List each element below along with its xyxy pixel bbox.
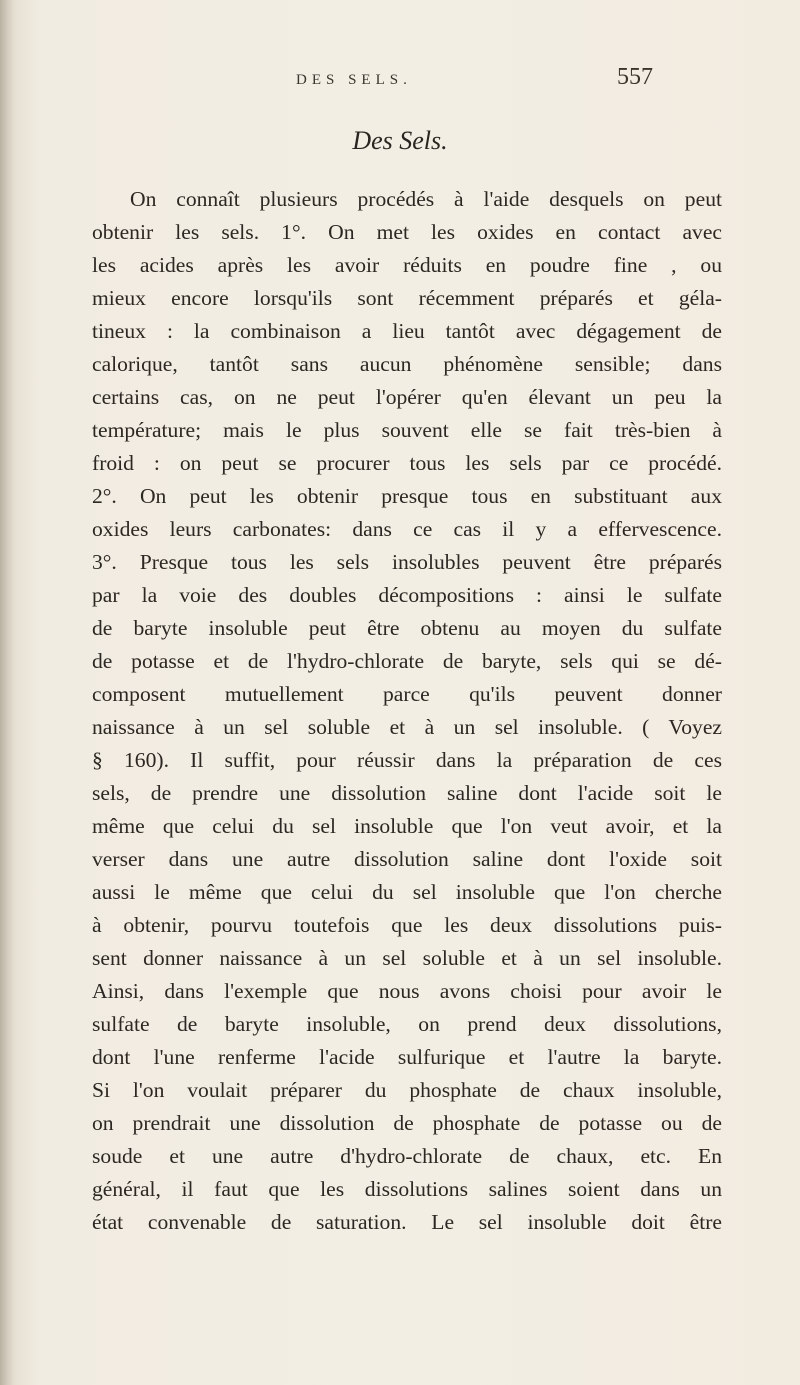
text-line: soude et une autre d'hydro-chlorate de chaux, etc. En <box>92 1144 722 1168</box>
text-line: état convenable de saturation. Le sel insoluble doit être <box>92 1210 722 1234</box>
running-head-title: DES SELS. <box>296 72 412 88</box>
text-line: calorique, tantôt sans aucun phénomène sensible; dans <box>92 352 722 376</box>
text-line: à obtenir, pourvu toutefois que les deux dissolutions puis- <box>92 913 722 937</box>
text-line: § 160). Il suffit, pour réussir dans la préparation de ces <box>92 748 722 772</box>
text-line: les acides après les avoir réduits en poudre fine , ou <box>92 253 722 277</box>
text-line: froid : on peut se procurer tous les sels par ce procédé. <box>92 451 722 475</box>
text-line: naissance à un sel soluble et à un sel insoluble. ( Voyez <box>92 715 722 739</box>
text-line: même que celui du sel insoluble que l'on veut avoir, et la <box>92 814 722 838</box>
text-line: général, il faut que les dissolutions salines soient dans un <box>92 1177 722 1201</box>
text-line: température; mais le plus souvent elle se fait très-bien à <box>92 418 722 442</box>
text-line: obtenir les sels. 1°. On met les oxides en contact avec <box>92 220 722 244</box>
text-line: Ainsi, dans l'exemple que nous avons choisi pour avoir le <box>92 979 722 1003</box>
text-line: Si l'on voulait préparer du phosphate de chaux insoluble, <box>92 1078 722 1102</box>
text-line: sent donner naissance à un sel soluble et à un sel insoluble. <box>92 946 722 970</box>
text-line: tineux : la combinaison a lieu tantôt avec dégagement de <box>92 319 722 343</box>
text-line: certains cas, on ne peut l'opérer qu'en élevant un peu la <box>92 385 722 409</box>
text-line: de potasse et de l'hydro-chlorate de baryte, sels qui se dé- <box>92 649 722 673</box>
text-line: sels, de prendre une dissolution saline dont l'acide soit le <box>92 781 722 805</box>
text-line: dont l'une renferme l'acide sulfurique et l'autre la baryte. <box>92 1045 722 1069</box>
body-paragraph <box>92 183 722 1239</box>
text-line: de baryte insoluble peut être obtenu au moyen du sulfate <box>92 616 722 640</box>
page-number: 557 <box>617 64 653 90</box>
section-title: Des Sels. <box>352 126 448 155</box>
text-line: par la voie des doubles décompositions : ainsi le sulfate <box>92 583 722 607</box>
text-line: oxides leurs carbonates: dans ce cas il y a effervescence. <box>92 517 722 541</box>
text-line: 2°. On peut les obtenir presque tous en substituant aux <box>92 484 722 508</box>
gutter-shadow <box>0 0 14 1385</box>
text-line: composent mutuellement parce qu'ils peuvent donner <box>92 682 722 706</box>
text-line: verser dans une autre dissolution saline dont l'oxide soit <box>92 847 722 871</box>
text-line: mieux encore lorsqu'ils sont récemment préparés et géla- <box>92 286 722 310</box>
text-line: sulfate de baryte insoluble, on prend deux dissolutions, <box>92 1012 722 1036</box>
text-line: 3°. Presque tous les sels insolubles peuvent être préparés <box>92 550 722 574</box>
running-head <box>0 58 800 98</box>
text-line: On connaît plusieurs procédés à l'aide desquels on peut <box>130 187 722 211</box>
text-line: aussi le même que celui du sel insoluble que l'on cherche <box>92 880 722 904</box>
text-line: on prendrait une dissolution de phosphate de potasse ou de <box>92 1111 722 1135</box>
